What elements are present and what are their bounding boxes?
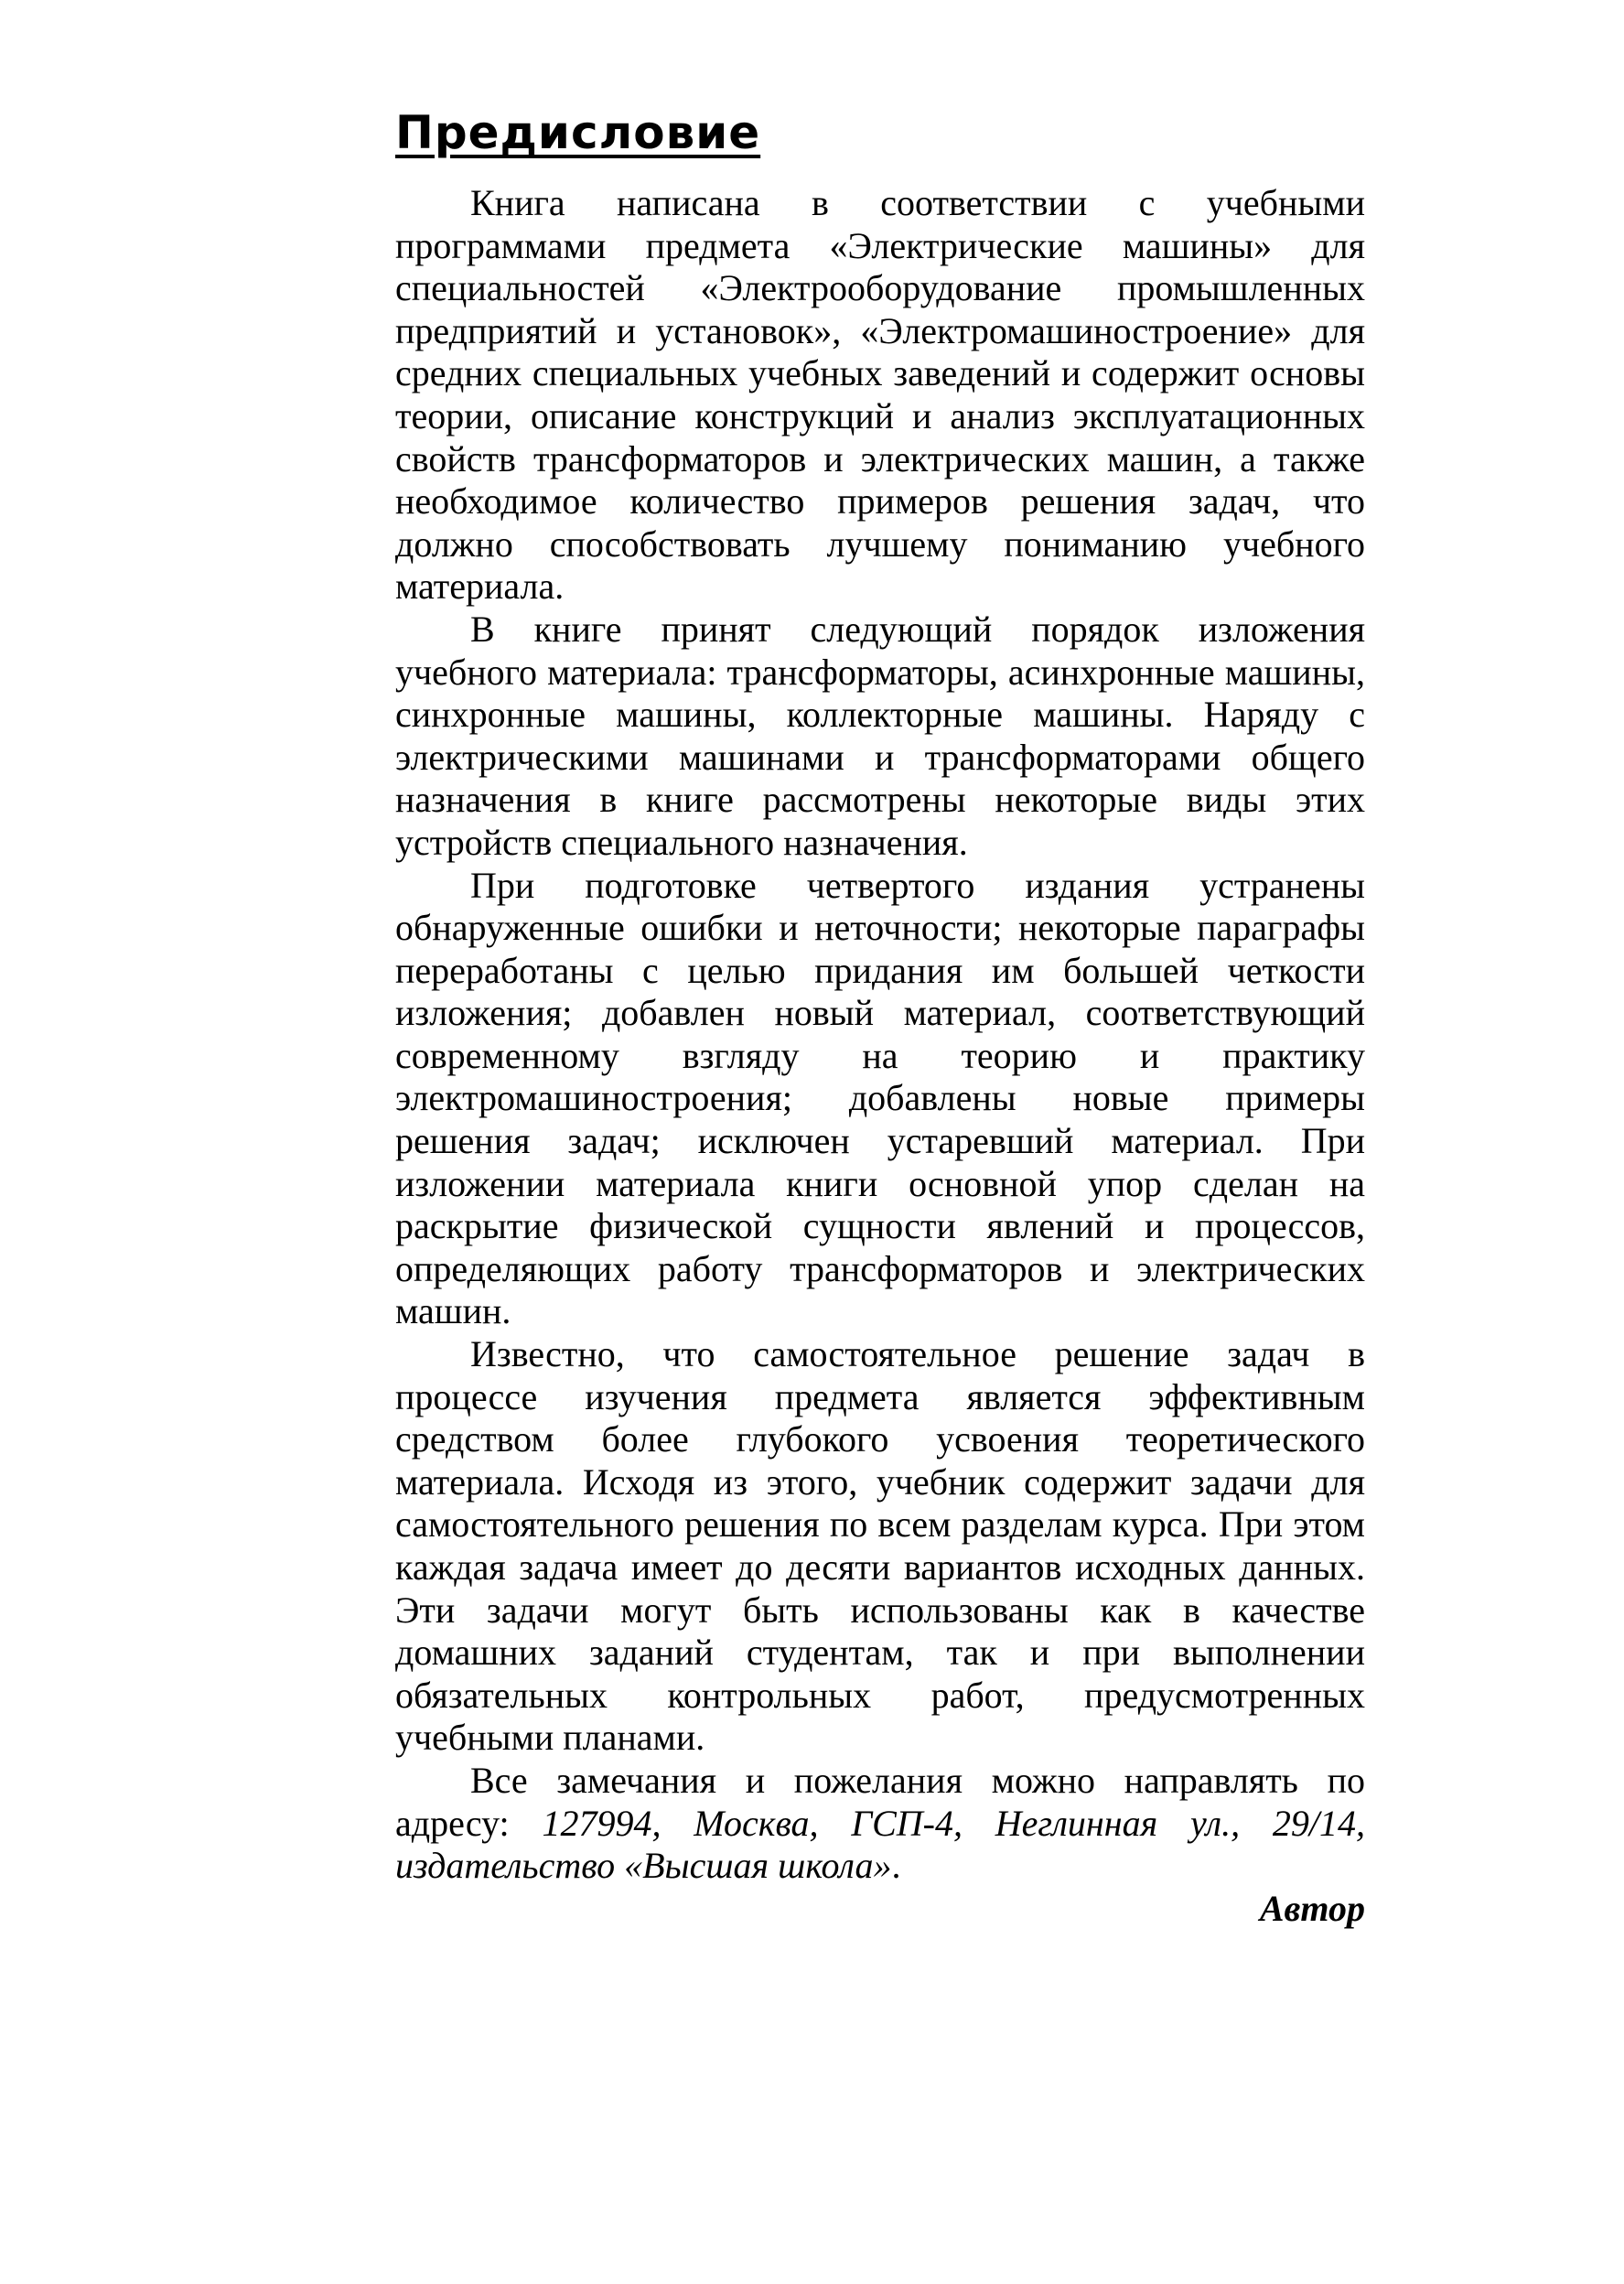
closing-intro: Все замечания и пожелания можно направлять по адресу: (395, 1759, 1365, 1844)
preface-page (395, 108, 1365, 1930)
paragraph-3: При подготовке четвертого издания устранены обнаруженные ошибки и неточности; некоторые параграфы переработаны с целью придания им большей четкости изложения; добавлен новый материал, соответствующий современному взгляду на теорию и практику электромашиностроения; добавлены новые примеры решения задач; исключен устаревший материал. При изложении материала книги основной упор сделан на раскрытие физической сущности явлений и процессов, определяющих работу трансформаторов и электрических машин. (395, 864, 1365, 1332)
author-signature: Автор (1259, 1887, 1365, 1929)
paragraph-1: Книга написана в соответствии с учебными программами предмета «Электрические машины» для специальностей «Электрооборудование промышленных предприятий и установок», «Электромашиностроение» для средних специальных учебных заведений и содержит основы теории, описание конструкций и анализ эксплуатационных свойств трансформаторов и электрических машин, а также необходимое количество примеров решения задач, что должно способствовать лучшему пониманию учебного материала. (395, 182, 1365, 608)
publisher-address: 127994, Москва, ГСП-4, Неглинная ул., 29/14, издательство «Высшая школа» (395, 1802, 1365, 1887)
paragraph-4: Известно, что самостоятельное решение задач в процессе изучения предмета является эффективным средством более глубокого усвоения теоретического материала. Исходя из этого, учебник содержит задачи для самостоятельного решения по всем разделам курса. При этом каждая задача имеет до десяти вариантов исходных данных. Эти задачи могут быть использованы как в качестве домашних заданий студентам, так и при выполнении обязательных контрольных работ, предусмотренных учебными планами. (395, 1333, 1365, 1759)
page-title: Предисловие (395, 106, 761, 159)
paragraph-2: В книге принят следующий порядок изложения учебного материала: трансформаторы, асинхронные машины, синхронные машины, коллекторные машины. Наряду с электрическими машинами и трансформаторами общего назначения в книге рассмотрены некоторые виды этих устройств специального назначения. (395, 608, 1365, 863)
closing-end: . (891, 1845, 901, 1887)
closing-paragraph (395, 1760, 1365, 1888)
